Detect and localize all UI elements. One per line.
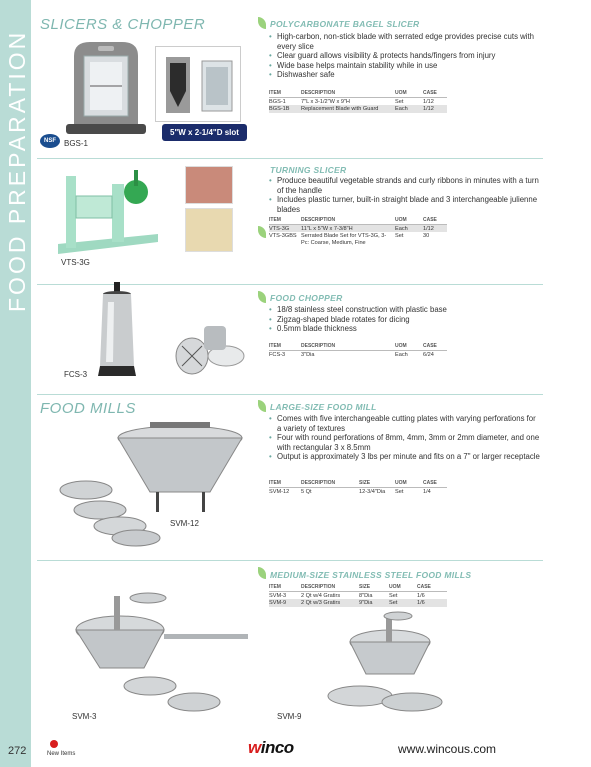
chopper-blade-image bbox=[170, 320, 250, 380]
column-header: ITEM bbox=[269, 480, 301, 488]
column-header: ITEM bbox=[269, 343, 301, 351]
table-row bbox=[269, 599, 447, 606]
leaf-bullet-icon bbox=[258, 17, 266, 29]
large-mill-model-label: SVM-12 bbox=[170, 519, 199, 528]
feature-bullet: • Includes plastic turner, built-in straight blade and 3 interchangeable julienne blades bbox=[269, 195, 541, 214]
table-cell: Each bbox=[395, 105, 423, 112]
table-cell: Set bbox=[395, 99, 404, 105]
feature-bullet: • Zigzag-shaped blade rotates for dicing bbox=[269, 315, 541, 325]
table-row bbox=[269, 488, 447, 496]
table-cell: VTS-3G bbox=[269, 225, 301, 233]
logo-w-letter: w bbox=[248, 738, 261, 757]
table-cell: SVM-3 bbox=[269, 593, 287, 599]
divider bbox=[37, 394, 543, 395]
table-cell: 1/6 bbox=[417, 599, 447, 606]
table-cell: 11"L x 5"W x 7-3/8"H bbox=[301, 225, 395, 233]
column-header: CASE bbox=[423, 343, 447, 351]
feature-bullet: • Dishwasher safe bbox=[269, 70, 541, 80]
table-cell: 1/6 bbox=[417, 593, 425, 599]
divider bbox=[37, 158, 543, 159]
table-cell: 2 Qt w/3 Gratirs bbox=[301, 599, 359, 606]
logo-text: inco bbox=[260, 738, 294, 757]
table-cell: VTS-3GBS bbox=[269, 233, 297, 240]
feature-bullet: • Four with round perforations of 8mm, 4mm, 3mm or 2mm diameter, and one with rectangular 3 x 8.5mm bbox=[269, 433, 541, 452]
bagel-slot-size-tag: 5"W x 2-1/4"D slot bbox=[162, 124, 247, 141]
feature-bullet: • High-carbon, non-stick blade with serrated edge provides precise cuts with every slice bbox=[269, 32, 541, 51]
column-header: DESCRIPTION bbox=[301, 217, 395, 225]
feature-bullet: • Produce beautiful vegetable strands and curly ribbons in minutes with a turn of the handle bbox=[269, 176, 541, 195]
website-link[interactable]: www.wincous.com bbox=[398, 742, 497, 756]
page-number: 272 bbox=[8, 745, 27, 757]
table-cell: 1/12 bbox=[423, 99, 434, 105]
turning-slicer-features bbox=[269, 176, 541, 214]
bagel-slicer-open-image bbox=[155, 46, 241, 122]
feature-bullet: • Clear guard allows visibility & protects hands/fingers from injury bbox=[269, 51, 541, 61]
column-header: CASE bbox=[417, 584, 447, 592]
column-header: UOM bbox=[395, 217, 423, 225]
column-header: UOM bbox=[395, 90, 423, 98]
feature-bullet: • Wide base helps maintain stability while in use bbox=[269, 61, 541, 71]
column-header: SIZE bbox=[359, 480, 395, 488]
feature-bullet: • 18/8 stainless steel construction with plastic base bbox=[269, 305, 541, 315]
table-cell: 6/24 bbox=[423, 352, 434, 358]
column-header: DESCRIPTION bbox=[301, 584, 359, 592]
column-header: CASE bbox=[423, 217, 447, 225]
table-cell: Replacement Blade with Guard bbox=[301, 105, 395, 112]
column-header: CASE bbox=[423, 90, 447, 98]
table-cell: Set bbox=[395, 489, 404, 495]
leaf-bullet-icon bbox=[258, 400, 266, 412]
bagel-slicer-title: POLYCARBONATE BAGEL SLICER bbox=[270, 19, 420, 29]
new-item-dot-icon bbox=[50, 740, 58, 748]
table-cell: Each bbox=[395, 352, 408, 358]
table-cell: 12-3/4"Dia bbox=[359, 489, 386, 495]
column-header: DESCRIPTION bbox=[301, 90, 395, 98]
table-row bbox=[269, 98, 447, 106]
large-food-mill-title: LARGE-SIZE FOOD MILL bbox=[270, 402, 377, 412]
table-cell: Set bbox=[389, 593, 398, 599]
column-header: DESCRIPTION bbox=[301, 343, 395, 351]
table-cell: 7"L x 3-1/2"W x 9"H bbox=[301, 99, 350, 105]
table-row bbox=[269, 225, 447, 233]
leaf-bullet-icon bbox=[258, 226, 266, 238]
table-cell: 30 bbox=[423, 233, 430, 240]
table-cell: 1/12 bbox=[423, 105, 447, 112]
table-cell: 3"Dia bbox=[301, 352, 315, 358]
column-header: ITEM bbox=[269, 584, 301, 592]
turning-slicer-model-label: VTS-3G bbox=[61, 258, 90, 267]
table-cell: 2 Qt w/4 Gratirs bbox=[301, 593, 341, 599]
section-title-slicers: SLICERS & CHOPPER bbox=[40, 16, 206, 33]
leaf-bullet-icon bbox=[258, 567, 266, 579]
feature-bullet: • Comes with five interchangeable cutting plates with varying perforations for a variety of textures bbox=[269, 414, 541, 433]
turning-slicer-spec-table bbox=[269, 217, 447, 246]
table-cell: Each bbox=[395, 225, 423, 233]
svm9-model-label: SVM-9 bbox=[277, 712, 302, 721]
medium-food-mills-title: MEDIUM-SIZE STAINLESS STEEL FOOD MILLS bbox=[270, 570, 472, 580]
table-cell: BGS-1B bbox=[269, 105, 301, 112]
medium-mill-svm3-image bbox=[60, 590, 250, 720]
table-cell: 5 Qt bbox=[301, 489, 312, 495]
medium-mill-svm9-image bbox=[300, 610, 480, 720]
food-chopper-image bbox=[92, 282, 142, 378]
feature-bullet: • 0.5mm blade thickness bbox=[269, 324, 541, 334]
sidebar-category-title: FOOD PREPARATION bbox=[4, 29, 30, 312]
medium-food-mills-spec-table bbox=[269, 584, 447, 607]
table-row bbox=[269, 351, 447, 359]
food-chopper-spec-table bbox=[269, 343, 447, 358]
table-row bbox=[269, 232, 447, 246]
food-chopper-title: FOOD CHOPPER bbox=[270, 293, 343, 303]
column-header: UOM bbox=[389, 584, 417, 592]
section-title-food-mills: FOOD MILLS bbox=[40, 400, 136, 417]
table-cell: 1/4 bbox=[423, 489, 431, 495]
table-cell: 1/12 bbox=[423, 225, 447, 233]
table-cell: Serrated Blade Set for VTS-3G, 3-Pc: Coarse, Medium, Fine bbox=[301, 233, 387, 246]
leaf-bullet-icon bbox=[258, 291, 266, 303]
large-food-mill-features bbox=[269, 414, 541, 462]
table-row bbox=[269, 592, 447, 600]
large-food-mill-spec-table bbox=[269, 480, 447, 495]
column-header: UOM bbox=[395, 343, 423, 351]
table-cell: Set bbox=[395, 233, 404, 240]
table-cell: SVM-9 bbox=[269, 599, 301, 606]
bagel-slicer-model-label: BGS-1 bbox=[64, 139, 89, 148]
column-header: DESCRIPTION bbox=[301, 480, 359, 488]
table-row bbox=[269, 105, 447, 112]
turning-slicer-image bbox=[52, 166, 164, 258]
table-cell: FCS-3 bbox=[269, 352, 286, 358]
column-header: ITEM bbox=[269, 217, 301, 225]
bagel-slicer-image bbox=[60, 38, 152, 138]
food-chopper-model-label: FCS-3 bbox=[64, 370, 88, 379]
svm3-model-label: SVM-3 bbox=[72, 712, 97, 721]
table-cell: 8"Dia bbox=[359, 593, 373, 599]
table-cell: 9"Dia bbox=[359, 599, 389, 606]
large-food-mill-image bbox=[50, 420, 250, 550]
column-header: ITEM bbox=[269, 90, 301, 98]
nsf-certification-icon: NSF bbox=[40, 134, 60, 148]
food-chopper-features bbox=[269, 305, 541, 334]
table-cell: Set bbox=[389, 599, 417, 606]
column-header: UOM bbox=[395, 480, 423, 488]
turning-slicer-title: TURNING SLICER bbox=[270, 165, 347, 175]
table-cell: SVM-12 bbox=[269, 489, 290, 495]
winco-logo bbox=[248, 738, 294, 758]
vegetable-ribbons-photo bbox=[185, 208, 233, 252]
divider bbox=[37, 560, 543, 561]
feature-bullet: • Output is approximately 3 lbs per minute and fits on a 7" or larger receptacle bbox=[269, 452, 541, 462]
table-cell: BGS-1 bbox=[269, 99, 286, 105]
new-items-label: New Items bbox=[47, 751, 76, 757]
column-header: CASE bbox=[423, 480, 447, 488]
column-header: SIZE bbox=[359, 584, 389, 592]
bagel-slicer-features bbox=[269, 32, 541, 80]
bagel-slicer-spec-table bbox=[269, 90, 447, 113]
vegetable-spirals-photo bbox=[185, 166, 233, 204]
